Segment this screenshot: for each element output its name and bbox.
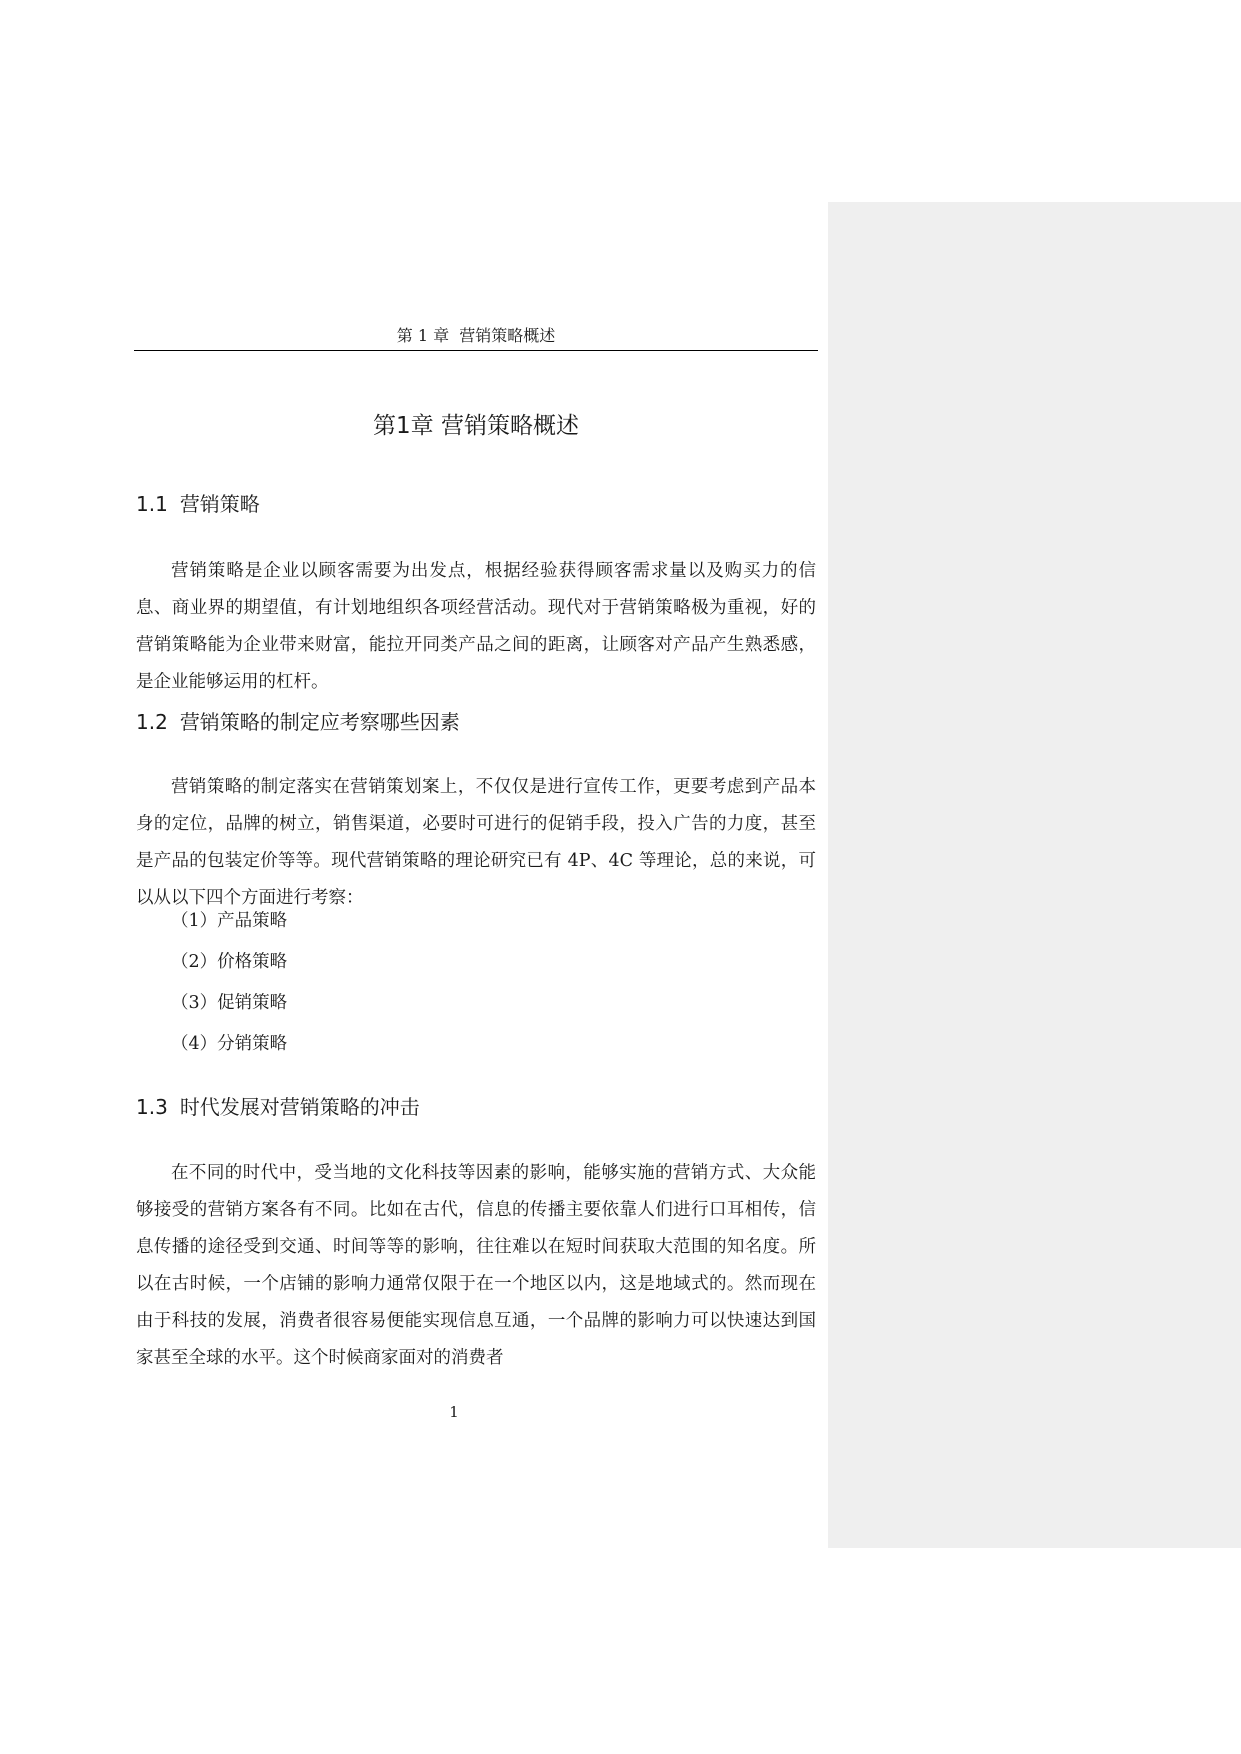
- section-1-3-paragraph: 在不同的时代中，受当地的文化科技等因素的影响，能够实施的营销方式、大众能够接受的营销方案各有不同。比如在古代，信息的传播主要依靠人们进行口耳相传，信息传播的途径受到交通、时间等等的影响，往往难以在短时间获取大范围的知名度。所以在古时候，一个店铺的影响力通常仅限于在一个地区以内，这是地域式的。然而现在由于科技的发展，消费者很容易便能实现信息互通，一个品牌的影响力可以快速达到国家甚至全球的水平。这个时候商家面对的消费者: [136, 1163, 816, 1368]
- running-header: 第 1 章 营销策略概述: [396, 326, 556, 345]
- section-heading-1-2: [136, 707, 460, 737]
- list-item: （1）产品策略: [171, 911, 288, 931]
- chapter-title: 第1章 营销策略概述: [373, 413, 579, 439]
- section-number: 1.3: [136, 1095, 168, 1119]
- section-number: 1.2: [136, 710, 168, 734]
- section-title-text: 时代发展对营销策略的冲击: [179, 1095, 420, 1119]
- comment-margin-pane: [828, 202, 1241, 1548]
- section-title-text: 营销策略的制定应考察哪些因素: [179, 710, 460, 734]
- section-title-text: 营销策略: [179, 492, 260, 516]
- section-heading-1-3: [136, 1092, 420, 1122]
- list-item: （3）促销策略: [171, 993, 288, 1013]
- page-number: 1: [449, 1403, 459, 1421]
- section-1-2-paragraph: 营销策略的制定落实在营销策划案上，不仅仅是进行宣传工作，更要考虑到产品本身的定位，品牌的树立，销售渠道，必要时可进行的促销手段，投入广告的力度，甚至是产品的包装定价等等。现代营销策略的理论研究已有 4P、4C 等理论，总的来说，可以从以下四个方面进行考察：: [136, 777, 816, 908]
- list-item: （2）价格策略: [171, 952, 288, 972]
- section-1-1-paragraph: 营销策略是企业以顾客需要为出发点，根据经验获得顾客需求量以及购买力的信息、商业界的期望值，有计划地组织各项经营活动。现代对于营销策略极为重视，好的营销策略能为企业带来财富，能拉开同类产品之间的距离，让顾客对产品产生熟悉感，是企业能够运用的杠杆。: [136, 561, 816, 692]
- section-number: 1.1: [136, 492, 168, 516]
- header-rule: [134, 350, 818, 351]
- section-heading-1-1: [136, 489, 260, 519]
- list-item: （4）分销策略: [171, 1034, 288, 1054]
